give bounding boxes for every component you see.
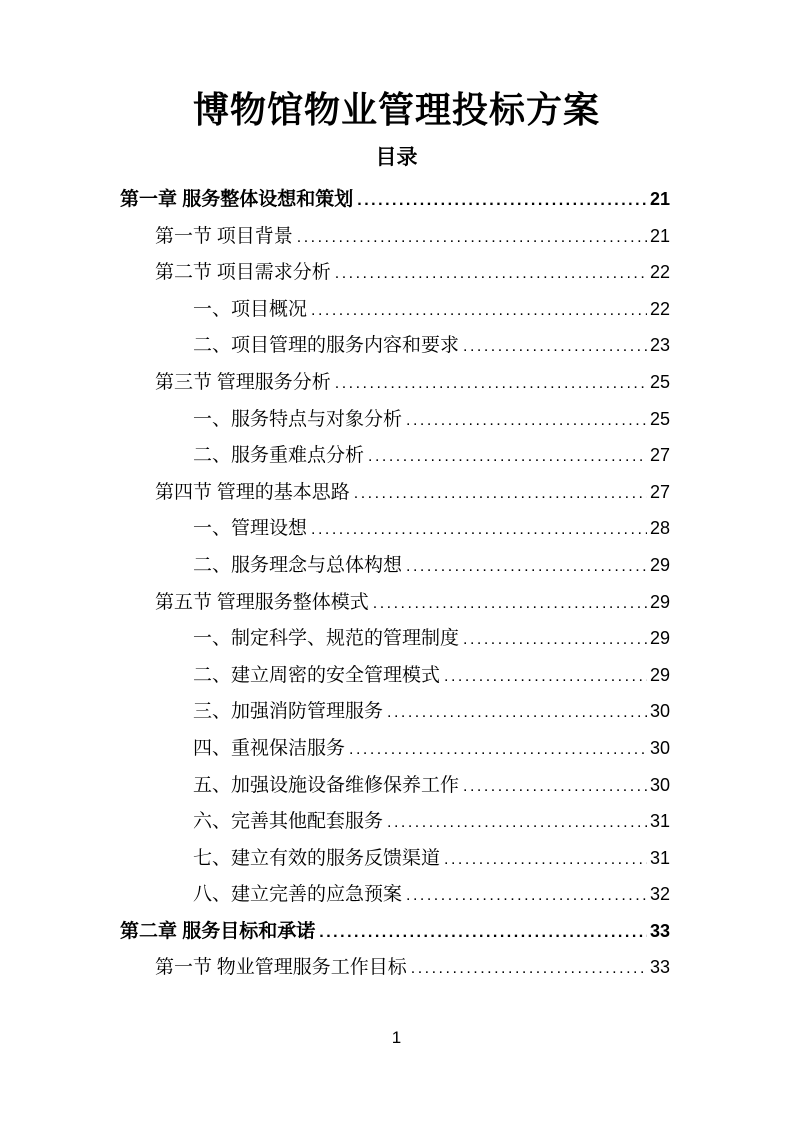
- toc-entry-label: 第一章 服务整体设想和策划: [120, 189, 354, 210]
- toc-entry[interactable]: [120, 327, 670, 364]
- toc-entry[interactable]: [120, 364, 670, 401]
- toc-entry[interactable]: [120, 803, 670, 840]
- toc-entry-page-number: 27: [649, 445, 670, 466]
- toc-entry-page-number: 21: [649, 189, 670, 209]
- toc-entry-label: 二、服务理念与总体构想: [193, 554, 403, 576]
- toc-dot-leader: [406, 402, 647, 440]
- toc-dot-leader: [357, 182, 647, 220]
- toc-dot-leader: [406, 548, 647, 586]
- toc-entry-label: 二、服务重难点分析: [193, 445, 365, 467]
- toc-dot-leader: [387, 694, 647, 732]
- toc-dot-leader: [349, 731, 647, 769]
- toc-entry-label: 第二章 服务目标和承诺: [120, 920, 316, 942]
- toc-entry-label: 第一节 物业管理服务工作目标: [155, 957, 407, 979]
- toc-dot-leader: [335, 365, 647, 403]
- toc-entry[interactable]: [120, 218, 670, 255]
- toc-dot-leader: [411, 950, 647, 988]
- toc-entry-page-number: 30: [649, 774, 670, 795]
- toc-entry[interactable]: [120, 547, 670, 584]
- toc-entry-label: 一、服务特点与对象分析: [193, 408, 403, 430]
- toc-entry-label: 二、项目管理的服务内容和要求: [193, 335, 460, 357]
- toc-entry-page-number: 21: [649, 225, 670, 246]
- toc-dot-leader: [463, 328, 647, 366]
- toc-dot-leader: [444, 841, 647, 879]
- toc-entry-page-number: 25: [649, 371, 670, 392]
- toc-dot-leader: [297, 219, 647, 257]
- toc-dot-leader: [373, 585, 647, 623]
- toc-entry[interactable]: [120, 730, 670, 767]
- toc-dot-leader: [335, 255, 647, 293]
- toc-entry-label: 一、制定科学、规范的管理制度: [193, 628, 460, 650]
- toc-entry-page-number: 22: [649, 298, 670, 319]
- toc-entry-page-number: 29: [649, 591, 670, 612]
- toc-entry-page-number: 33: [649, 957, 670, 978]
- toc-entry-page-number: 32: [649, 884, 670, 905]
- toc-entry-label: 七、建立有效的服务反馈渠道: [193, 847, 441, 869]
- toc-entry-label: 第三节 管理服务分析: [155, 371, 331, 393]
- toc-entry[interactable]: [120, 254, 670, 291]
- toc-entry[interactable]: [120, 876, 670, 913]
- toc-entry-page-number: 31: [649, 811, 670, 832]
- toc-entry-page-number: 29: [649, 554, 670, 575]
- toc-entry[interactable]: [120, 693, 670, 730]
- toc-entry[interactable]: [120, 657, 670, 694]
- toc-dot-leader: [319, 914, 647, 952]
- document-title: 博物馆物业管理投标方案: [192, 89, 600, 130]
- toc-dot-leader: [463, 621, 647, 659]
- toc-entry[interactable]: [120, 474, 670, 511]
- toc-dot-leader: [311, 511, 647, 549]
- toc-dot-leader: [311, 292, 647, 330]
- toc-entry-page-number: 29: [649, 664, 670, 685]
- toc-entry-label: 三、加强消防管理服务: [193, 701, 384, 723]
- toc-dot-leader: [463, 768, 647, 806]
- toc-entry-label: 二、建立周密的安全管理模式: [193, 664, 441, 686]
- toc-heading: 目录: [375, 146, 418, 169]
- toc-entry-label: 第一节 项目背景: [155, 225, 293, 247]
- toc-entry-page-number: 27: [649, 481, 670, 502]
- toc-entry[interactable]: [120, 437, 670, 474]
- toc-entry[interactable]: [120, 401, 670, 438]
- toc-entry-page-number: 22: [649, 262, 670, 283]
- toc-entry[interactable]: [120, 949, 670, 986]
- toc-entry-page-number: 28: [649, 518, 670, 539]
- toc-entry-page-number: 31: [649, 847, 670, 868]
- toc-entry-label: 八、建立完善的应急预案: [193, 884, 403, 906]
- toc-entry[interactable]: [120, 291, 670, 328]
- toc-entry[interactable]: [120, 181, 670, 218]
- toc-entry-label: 四、重视保洁服务: [193, 737, 346, 759]
- page-number-footer: 1: [391, 1028, 402, 1047]
- toc-entry-page-number: 33: [649, 920, 670, 941]
- toc-entry-label: 六、完善其他配套服务: [193, 811, 384, 833]
- toc-entry-page-number: 30: [649, 737, 670, 758]
- toc-entry-page-number: 30: [649, 701, 670, 722]
- toc-entry-page-number: 23: [649, 335, 670, 356]
- toc-entry-label: 五、加强设施设备维修保养工作: [193, 774, 460, 796]
- toc-entry-label: 第五节 管理服务整体模式: [155, 591, 369, 613]
- toc-dot-leader: [406, 877, 647, 915]
- toc-entry[interactable]: [120, 913, 670, 950]
- toc-entry-page-number: 25: [649, 408, 670, 429]
- toc-dot-leader: [368, 438, 647, 476]
- toc-dot-leader: [354, 475, 647, 513]
- toc-dot-leader: [444, 658, 647, 696]
- toc-list: [120, 181, 670, 986]
- toc-entry-page-number: 29: [649, 628, 670, 649]
- toc-entry[interactable]: [120, 840, 670, 877]
- toc-entry-label: 第二节 项目需求分析: [155, 262, 331, 284]
- toc-dot-leader: [387, 804, 647, 842]
- toc-entry-label: 一、管理设想: [193, 518, 308, 540]
- toc-entry[interactable]: [120, 767, 670, 804]
- toc-entry[interactable]: [120, 510, 670, 547]
- toc-entry-label: 一、项目概况: [193, 298, 308, 320]
- toc-entry[interactable]: [120, 620, 670, 657]
- toc-entry-label: 第四节 管理的基本思路: [155, 481, 350, 503]
- toc-entry[interactable]: [120, 584, 670, 621]
